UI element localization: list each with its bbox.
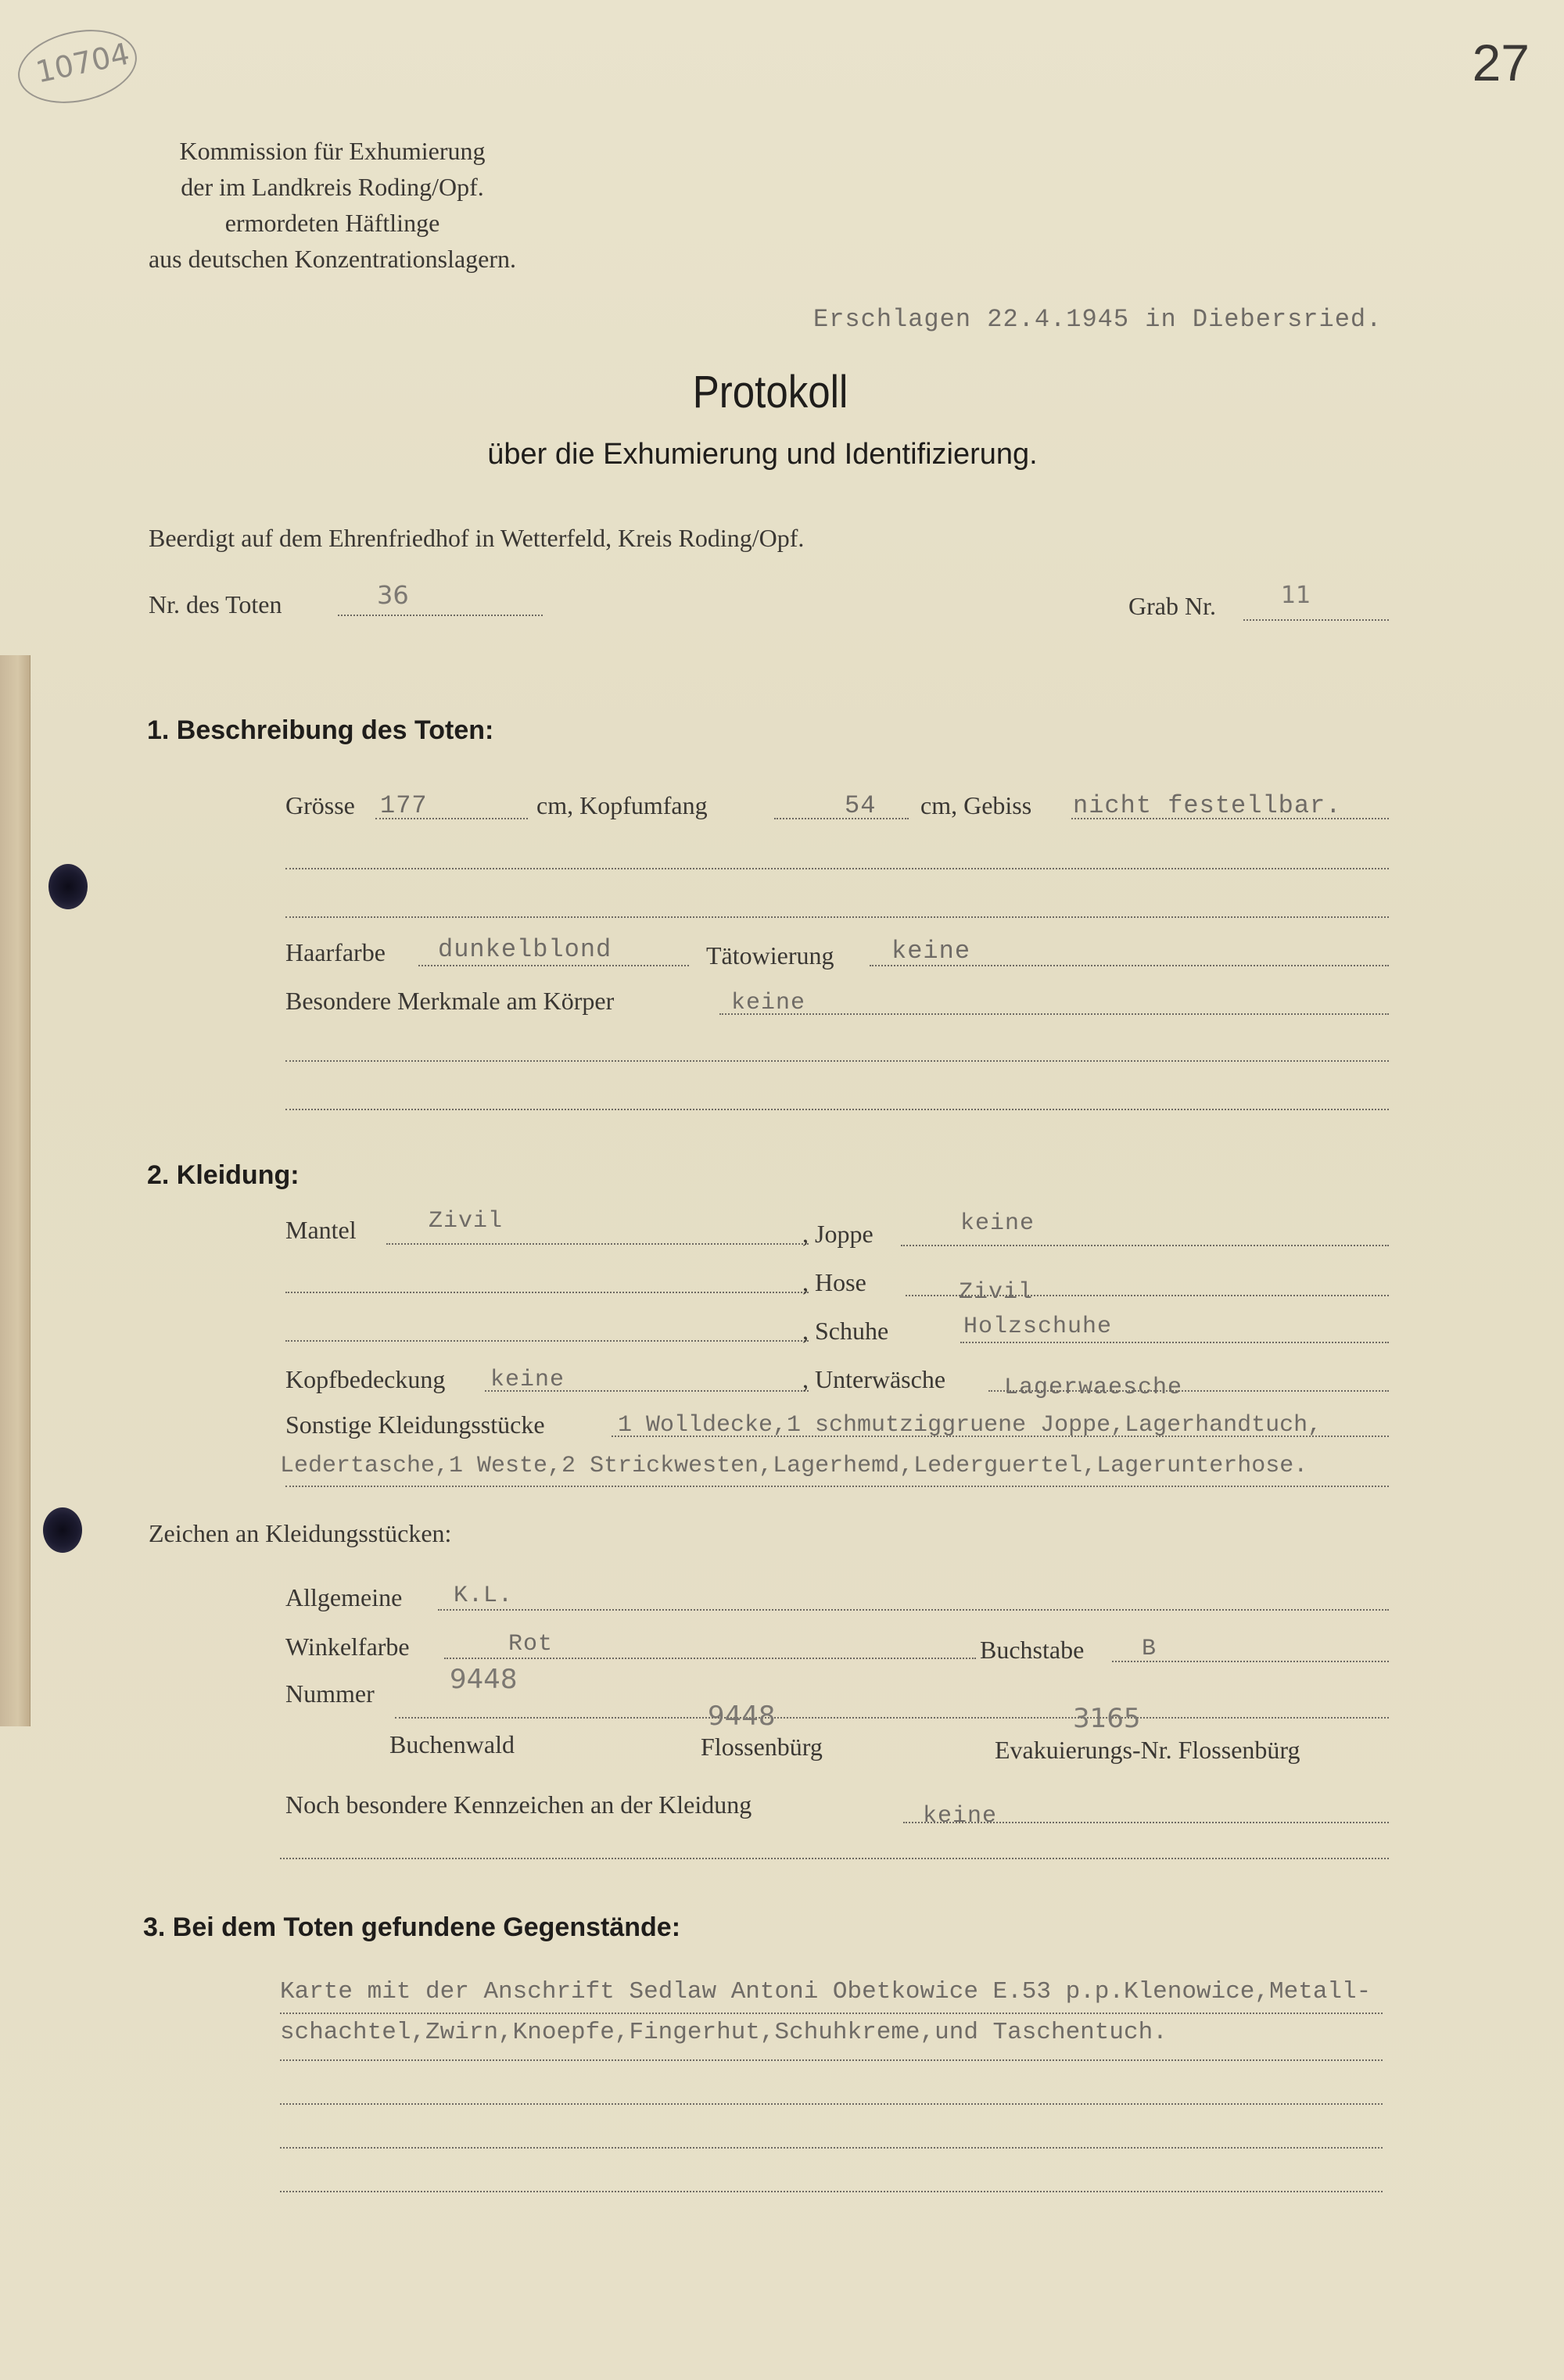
evacuation-number-value: 3165 (1073, 1703, 1141, 1734)
trousers-value: Zivil (959, 1279, 1034, 1306)
underwear-value: Lagerwaesche (1004, 1375, 1183, 1401)
letter-value: B (1142, 1636, 1157, 1662)
body-marks-label: Besondere Merkmale am Körper (285, 987, 615, 1015)
teeth-value: nicht festellbar. (1073, 791, 1342, 820)
grave-number-value: 11 (1281, 582, 1311, 609)
buchenwald-number-value: 9448 (450, 1664, 518, 1695)
special-marks-value: keine (923, 1803, 998, 1830)
coat-label: Mantel (285, 1216, 357, 1244)
headwear-label: Kopfbedeckung (285, 1365, 446, 1393)
section-3-heading: 3. Bei dem Toten gefundene Gegenstände: (143, 1912, 681, 1942)
page-title: Protokoll (692, 367, 848, 418)
dead-number-value: 36 (377, 580, 409, 610)
page-subtitle: über die Exhumierung und Identifizierung. (487, 438, 1038, 471)
page-number: 27 (1472, 34, 1530, 91)
found-items-line-1: Karte mit der Anschrift Sedlaw Antoni Obetkowice E.53 p.p.Klenowice,Metall- (280, 1978, 1372, 2005)
commission-line-1: Kommission für Exhumierung (179, 137, 486, 165)
body-marks-value: keine (731, 990, 806, 1016)
other-clothing-label: Sonstige Kleidungsstücke (285, 1410, 545, 1439)
grave-number-label: Grab Nr. (1128, 592, 1216, 620)
section-2-heading: 2. Kleidung: (147, 1160, 300, 1190)
head-circumference-label: cm, Kopfumfang (536, 791, 708, 819)
binding-strip (0, 655, 30, 1726)
head-circumference-value: 54 (845, 791, 877, 820)
commission-header (0, 133, 665, 277)
general-marks-value: K.L. (454, 1582, 514, 1609)
commission-line-2: der im Landkreis Roding/Opf. (181, 173, 484, 201)
letter-label: Buchstabe (980, 1636, 1085, 1664)
tattoo-value: keine (891, 937, 971, 966)
jacket-value: keine (960, 1210, 1035, 1237)
punch-hole-top (48, 864, 88, 909)
special-marks-label: Noch besondere Kennzeichen an der Kleidung (285, 1790, 752, 1819)
height-label: Grösse (285, 791, 355, 819)
section-1-heading: 1. Beschreibung des Toten: (147, 715, 494, 745)
found-items-line-2: schachtel,Zwirn,Knoepfe,Fingerhut,Schuhkreme,und Taschentuch. (280, 2019, 1168, 2046)
dead-number-label: Nr. des Toten (149, 590, 282, 618)
shoes-value: Holzschuhe (963, 1314, 1113, 1340)
shoes-label: , Schuhe (802, 1317, 889, 1345)
headwear-value: keine (490, 1367, 565, 1393)
archive-stamp: 10704 (11, 20, 143, 113)
flossenburg-number-value: 9448 (708, 1701, 776, 1732)
general-marks-label: Allgemeine (285, 1583, 403, 1611)
coat-value: Zivil (429, 1208, 504, 1235)
underwear-label: , Unterwäsche (802, 1365, 946, 1393)
commission-line-3: ermordeten Häftlinge (224, 209, 440, 237)
triangle-color-value: Rot (508, 1631, 554, 1658)
burial-line: Beerdigt auf dem Ehrenfriedhof in Wetterfeld, Kreis Roding/Opf. (149, 524, 805, 552)
hair-color-value: dunkelblond (438, 935, 612, 964)
camp-evacuation-number: Evakuierungs-Nr. Flossenbürg (995, 1736, 1300, 1764)
trousers-label: , Hose (802, 1268, 866, 1296)
commission-line-4: aus deutschen Konzentrationslagern. (148, 245, 517, 273)
other-clothing-value-line-1: 1 Wolldecke,1 schmutziggruene Joppe,Lagerhandtuch, (618, 1412, 1322, 1439)
number-label: Nummer (285, 1679, 375, 1708)
other-clothing-value-line-2: Ledertasche,1 Weste,2 Strickwesten,Lagerhemd,Lederguertel,Lagerunterhose. (280, 1453, 1308, 1479)
clothing-marks-heading: Zeichen an Kleidungsstücken: (149, 1519, 452, 1547)
hair-color-label: Haarfarbe (285, 938, 386, 966)
height-value: 177 (380, 791, 428, 820)
triangle-color-label: Winkelfarbe (285, 1633, 410, 1661)
punch-hole-bottom (43, 1507, 82, 1553)
tattoo-label: Tätowierung (706, 941, 834, 970)
camp-buchenwald: Buchenwald (389, 1730, 515, 1758)
jacket-label: , Joppe (802, 1220, 873, 1248)
teeth-label: cm, Gebiss (920, 791, 1032, 819)
camp-flossenburg: Flossenbürg (701, 1733, 823, 1761)
typed-note: Erschlagen 22.4.1945 in Diebersried. (813, 305, 1383, 334)
